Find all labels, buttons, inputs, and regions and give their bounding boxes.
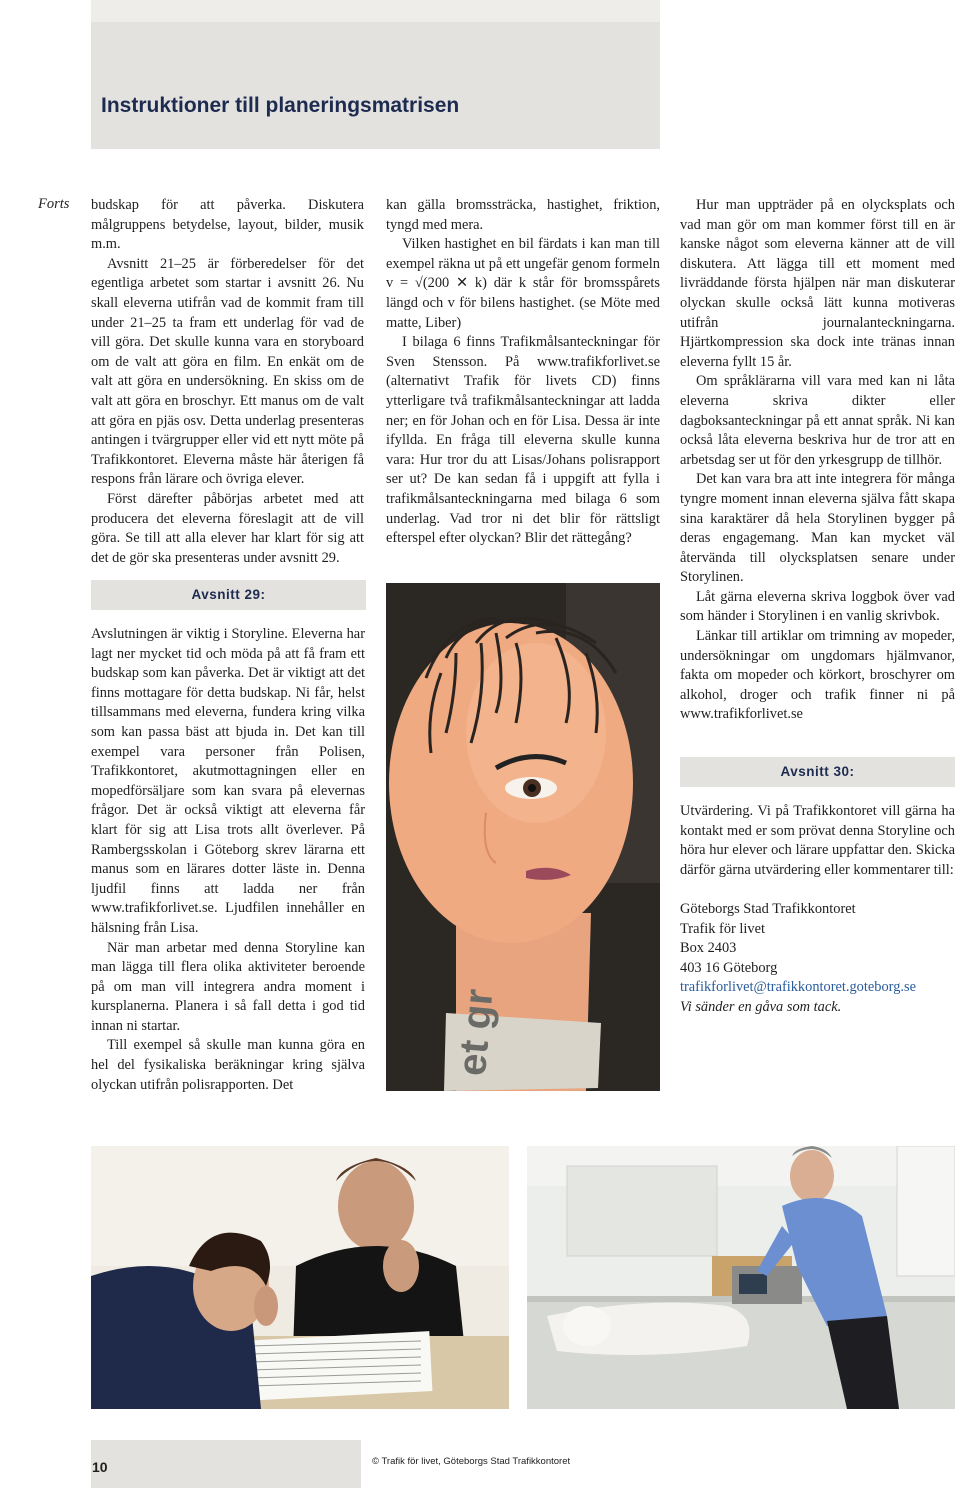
paragraph: Avslutningen är viktig i Storyline. Eleverna har lagt ner mycket tid och möda på att få fram ett budskap som kan påverka. Det är viktigt att det finns mottagare för detta budskap. Ni får, helst tillsammans med eleverna, fundera kring vilka som kan passa bäst att bjuda in. Det kan till exempel vara personer från Polisen, Trafikkontoret, akutmottagningen eller en mopedförsäljare som kan svara på elevernas frågor. Det är också viktigt att eleverna får klart för sig att Lisa trots allt överlever. På Rambergsskolan i Göteborg skrev lärarna ett manus som en lärares dotter läste in. Denna ljudfil finns att ladda ner från www.trafikforlivet.se. Ljudfilen innehåller en hälsning från Lisa. [91, 626, 365, 936]
margin-label: Forts [38, 196, 70, 212]
section-30-heading: Avsnitt 30: [680, 757, 955, 787]
contact-address [680, 900, 955, 1018]
paragraph: Vilken hastighet en bil färdats i kan man till exempel räkna ut på ett ungefär genom formeln v = √(200 ✕ k) där k står för bromsspårets längd och v för bilens hastighet. (se Möte med matte, Liber) [386, 236, 660, 331]
page-number-band [91, 1440, 361, 1488]
header-band [91, 22, 660, 149]
paragraph: budskap för att påverka. Diskutera målgruppens betydelse, layout, bilder, musik m.m. [91, 197, 364, 253]
address-line: Göteborgs Stad Trafikkontoret [680, 900, 856, 917]
paragraph: Först därefter påbörjas arbetet med att producera det eleverna föreslagit att de vill göra. Se till att alla elever har klart för sig att det de gör ska presenteras under avsnitt 29. [91, 490, 364, 566]
address-line: Trafik för livet [680, 920, 766, 937]
paragraph: När man arbetar med denna Storyline kan man lägga till flera olika aktiviteter beroende på om man vill integrera andra moment i kursplanerna. Planera i så fall detta i god tid innan ni startar. [91, 939, 365, 1034]
page-number: 10 [92, 1459, 108, 1475]
column-3 [680, 196, 955, 725]
paragraph: Till exempel så skulle man kunna göra en hel del fysikaliska beräkningar kring själva olyckan utifrån polisrapporten. Det [91, 1037, 365, 1093]
column-2 [386, 196, 660, 549]
header-top-band [91, 0, 660, 22]
paragraph: Det kan vara bra att inte integrera för många tyngre moment innan eleverna själva fått skapa sina karaktärer då hela Storylinen bygger på deras engagemang. Man kan mycket väl återvända till olycksplatsen senare under Storylinen. [680, 471, 955, 586]
paragraph: Om språklärarna vill vara med kan ni låta eleverna skriva dikter eller dagboksanteckningar på ett annat språk. Ni kan också låta eleverna beskriva hur de tror att en arbetsdag ser ut för den yrkesgrupp de tillhör. [680, 373, 955, 468]
sign-off: Vi sänder en gåva som tack. [680, 998, 842, 1015]
address-line: Box 2403 [680, 940, 737, 957]
footer-credit: © Trafik för livet, Göteborgs Stad Trafikkontoret [372, 1456, 571, 1467]
paragraph: Länkar till artiklar om trimning av mopeder, undersökningar om ungdomars hjälmvanor, fakta om mopeder och körkort, broschyrer om alkohol, droger och trafik finner ni på www.trafikforlivet.se [680, 628, 955, 723]
paragraph: kan gälla bromssträcka, hastighet, friktion, tyngd med mera. [386, 197, 660, 233]
paragraph: Låt gärna eleverna skriva loggbok över vad som händer i Storylinen i en vanlig skrivbok. [680, 588, 955, 625]
papier-mache-head-photo [386, 583, 660, 1091]
paragraph: Hur man uppträder på en olycksplats och vad man gör om man kommer först till en är kanske något som eleverna känner att de vill diskutera. Att lägga till ett moment med livräddande första hjälpen när man diskuterar olyckan skulle också lätt kunna motiveras utifrån journalanteckningarna. Hjärtkompression ska dock inte tränas innan eleverna fyllt 15 år. [680, 197, 955, 370]
page-title: Instruktioner till planeringsmatrisen [101, 94, 460, 117]
section-30-body [680, 802, 955, 1018]
contact-email: trafikforlivet@trafikkontoret.goteborg.se [680, 979, 916, 996]
column-1 [91, 196, 364, 568]
paragraph: Avsnitt 21–25 är förberedelser för det egentliga arbetet som startar i avsnitt 26. Nu skall eleverna utifrån vad de kommit fram till under 21–25 ta fram ett underlag för vad de vill göra. Det skulle kunna vara en storyboard om de valt att göra en film. En enkät om de valt att göra en undersökning. En skiss om de valt att göra en broschyr. Ett manus om de valt att göra en pjäs osv. Detta underlag presenteras antingen i tvärgrupper eller vid ett nytt möte på Trafikkontoret. Eleverna måste här återigen få respons från lärare och övriga elever. [91, 255, 364, 488]
students-reading-photo [91, 1146, 509, 1409]
section-29-body [91, 625, 365, 1095]
teacher-experiment-photo [527, 1146, 955, 1409]
section-29-heading: Avsnitt 29: [91, 580, 366, 610]
newspaper-text: et gr [450, 987, 502, 1078]
address-line: 403 16 Göteborg [680, 959, 778, 976]
paragraph: I bilaga 6 finns Trafikmålsanteckningar för Sven Stensson. På www.trafikforlivet.se (alternativt Trafik för livets CD) finns ytterligare två trafikmålsanteckningar att ladda ner; en för Johan och en för Lisa. Dessa är inte ifyllda. En fråga till eleverna skulle kunna vara: Hur tror du att Lisas/Johans polisrapport ser ut? De kan sedan få i uppgift att fylla i trafikmålsanteckningarna med bilaga 6 som underlag. Vad tror ni det blir för rättsligt efterspel efter olyckan? Blir det rättegång? [386, 334, 660, 547]
paragraph: Utvärdering. Vi på Trafikkontoret vill gärna ha kontakt med er som prövat denna Storyline och höra hur elever och lärare uppfattar den. Skicka därför gärna utvärdering eller kommentarer till: [680, 803, 955, 878]
